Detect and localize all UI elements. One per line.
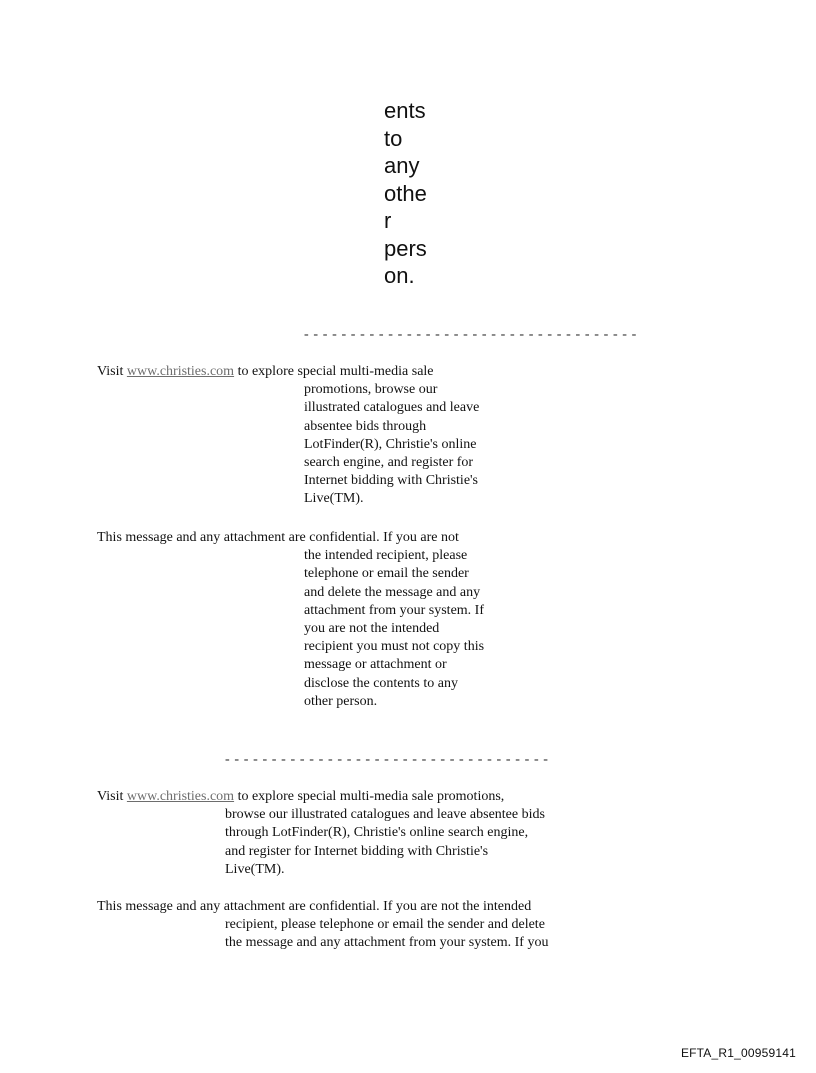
visit-prefix: Visit bbox=[97, 364, 127, 379]
column-word: pers bbox=[384, 235, 427, 261]
christies-link[interactable]: www.christies.com bbox=[126, 789, 235, 804]
paragraph-line: through LotFinder(R), Christie's online search engine, bbox=[225, 825, 529, 841]
visit-prefix: Visit bbox=[97, 789, 127, 804]
paragraph-line: absentee bids through bbox=[304, 418, 427, 434]
visit-first-line bbox=[97, 788, 545, 806]
paragraph-line: telephone or email the sender bbox=[304, 566, 469, 582]
visit-first-line bbox=[97, 363, 479, 381]
paragraph-line: search engine, and register for bbox=[304, 455, 474, 471]
visit-paragraph bbox=[97, 788, 545, 879]
dashed-divider: - - - - - - - - - - - - - - - - - - - - - - - - - - - - - - - - - - - - bbox=[304, 327, 637, 342]
page-identifier: EFTA_R1_00959141 bbox=[680, 1046, 796, 1060]
paragraph-line: Internet bidding with Christie's bbox=[304, 473, 479, 489]
paragraph-line: promotions, browse our bbox=[304, 382, 438, 398]
column-word: on. bbox=[384, 263, 415, 288]
paragraph-line: you are not the intended bbox=[304, 621, 440, 637]
column-word: ents bbox=[384, 98, 426, 123]
paragraph-line: the intended recipient, please bbox=[304, 548, 468, 564]
notice-first-line: This message and any attachment are confidential. If you are not bbox=[97, 530, 459, 545]
paragraph-line: browse our illustrated catalogues and leave absentee bids bbox=[225, 807, 545, 823]
confidentiality-paragraph bbox=[97, 898, 548, 953]
paragraph-line: other person. bbox=[304, 693, 378, 709]
column-word: r bbox=[384, 208, 392, 233]
column-word: any bbox=[384, 153, 420, 178]
confidentiality-paragraph bbox=[97, 529, 484, 711]
wrapped-word-column bbox=[384, 97, 427, 290]
dashed-divider: - - - - - - - - - - - - - - - - - - - - - - - - - - - - - - - - - - - bbox=[225, 752, 549, 767]
christies-link[interactable]: www.christies.com bbox=[126, 364, 235, 379]
paragraph-line: and delete the message and any bbox=[304, 584, 481, 600]
paragraph-line: illustrated catalogues and leave bbox=[304, 400, 480, 416]
paragraph-line: disclose the contents to any bbox=[304, 675, 458, 691]
visit-first-line-rest: to explore special multi-media sale bbox=[234, 364, 434, 379]
paragraph-line: attachment from your system. If bbox=[304, 602, 485, 618]
paragraph-line: the message and any attachment from your system. If you bbox=[225, 935, 549, 951]
paragraph-line: recipient, please telephone or email the sender and delete bbox=[225, 917, 545, 933]
paragraph-line: Live(TM). bbox=[225, 861, 285, 877]
paragraph-line: recipient you must not copy this bbox=[304, 639, 485, 655]
paragraph-line: LotFinder(R), Christie's online bbox=[304, 436, 477, 452]
visit-paragraph bbox=[97, 363, 479, 509]
paragraph-line: Live(TM). bbox=[304, 491, 364, 507]
column-word: to bbox=[384, 125, 403, 151]
column-word: othe bbox=[384, 180, 427, 206]
paragraph-line: message or attachment or bbox=[304, 657, 447, 673]
visit-first-line-rest: to explore special multi-media sale promotions, bbox=[234, 789, 505, 804]
paragraph-line: and register for Internet bidding with Christie's bbox=[225, 843, 489, 859]
notice-first-line: This message and any attachment are confidential. If you are not the intended bbox=[97, 899, 532, 914]
